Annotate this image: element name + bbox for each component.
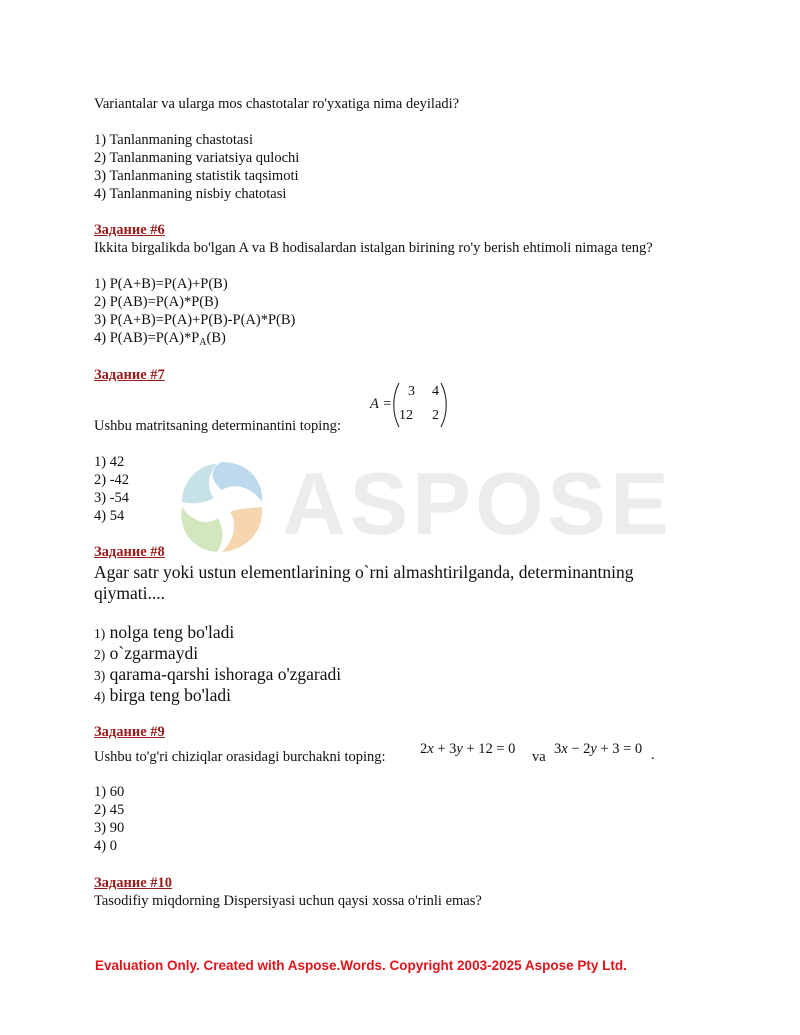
q5-question: Variantalar va ularga mos chastotalar ro'yxatiga nima deyiladi?: [94, 96, 460, 112]
q8-option-3: [94, 664, 341, 686]
q6-option-2: 2) P(AB)=P(A)*P(B): [94, 294, 219, 310]
q5-option-2: 2) Tanlanmaning variatsiya qulochi: [94, 150, 300, 166]
q6-option-1: 1) P(A+B)=P(A)+P(B): [94, 276, 228, 292]
q7-option-4: 4) 54: [94, 508, 125, 524]
q9-equation-1: 2x + 3y + 12 = 0: [420, 741, 516, 757]
q6-header: Задание #6: [94, 222, 165, 238]
q8-header: Задание #8: [94, 544, 165, 560]
matrix-right-paren: [440, 382, 448, 428]
q6-option-4-tail: (B): [206, 330, 226, 346]
q8-option-4-number: 4): [94, 689, 106, 704]
q6-option-4-main: 4) P(AB)=P(A)*P: [94, 330, 200, 346]
q9-option-2: 2) 45: [94, 802, 125, 818]
q6-question: Ikkita birgalikda bo'lgan A va B hodisalardan istalgan birining ro'y berish ehtimoli nimaga teng?: [94, 240, 653, 256]
q6-option-4: [94, 329, 226, 352]
matrix-cell-r1c1: 3: [408, 384, 415, 399]
q9-header: Задание #9: [94, 724, 165, 740]
q8-option-1-number: 1): [94, 626, 106, 641]
matrix-cell-r1c2: 4: [432, 384, 439, 399]
q10-header: Задание #10: [94, 875, 173, 891]
q5-option-1: 1) Tanlanmaning chastotasi: [94, 132, 253, 148]
q8-option-1-text: nolga teng bo'ladi: [109, 622, 235, 642]
q7-question: Ushbu matritsaning determinantini toping:: [94, 418, 341, 434]
q8-option-2-text: o`zgarmaydi: [109, 643, 199, 663]
q8-option-2: [94, 643, 198, 665]
q5-option-3: 3) Tanlanmaning statistik taqsimoti: [94, 168, 299, 184]
q8-option-2-number: 2): [94, 647, 106, 662]
q8-option-3-text: qarama-qarshi ishoraga o'zgaradi: [109, 664, 342, 684]
q8-option-4: [94, 685, 231, 707]
q10-question: Tasodifiy miqdorning Dispersiyasi uchun qaysi xossa o'rinli emas?: [94, 893, 482, 909]
q9-option-4: 4) 0: [94, 838, 117, 854]
q9-equation-2: 3x − 2y + 3 = 0: [554, 741, 643, 757]
aspose-logo-icon: [172, 452, 272, 562]
q7-header: Задание #7: [94, 367, 165, 383]
q5-option-4: 4) Tanlanmaning nisbiy chatotasi: [94, 186, 287, 202]
q9-period: .: [651, 747, 655, 763]
watermark-text: ASPOSE: [282, 454, 673, 553]
q8-option-1: [94, 622, 234, 644]
q9-question: Ushbu to'g'ri chiziqlar orasidagi burchakni toping:: [94, 749, 386, 765]
matrix-cell-r2c1: 12: [399, 408, 413, 423]
matrix-lhs: A =: [370, 396, 393, 412]
matrix-cell-r2c2: 2: [432, 408, 439, 423]
q8-question-line-2: qiymati....: [94, 583, 165, 603]
q8-question-line-1: Agar satr yoki ustun elementlarining o`rni almashtirilganda, determinantning: [94, 562, 634, 582]
q7-option-1: 1) 42: [94, 454, 125, 470]
q8-option-3-number: 3): [94, 668, 106, 683]
q6-option-3: 3) P(A+B)=P(A)+P(B)-P(A)*P(B): [94, 312, 296, 328]
q7-option-3: 3) -54: [94, 490, 130, 506]
q9-conjunction: va: [532, 749, 546, 765]
q8-option-4-text: birga teng bo'ladi: [109, 685, 232, 705]
q9-option-3: 3) 90: [94, 820, 125, 836]
q6-option-4-subscript: A: [199, 337, 207, 348]
q7-option-2: 2) -42: [94, 472, 130, 488]
q9-option-1: 1) 60: [94, 784, 125, 800]
evaluation-footer: Evaluation Only. Created with Aspose.Words. Copyright 2003-2025 Aspose Pty Ltd.: [95, 958, 627, 973]
